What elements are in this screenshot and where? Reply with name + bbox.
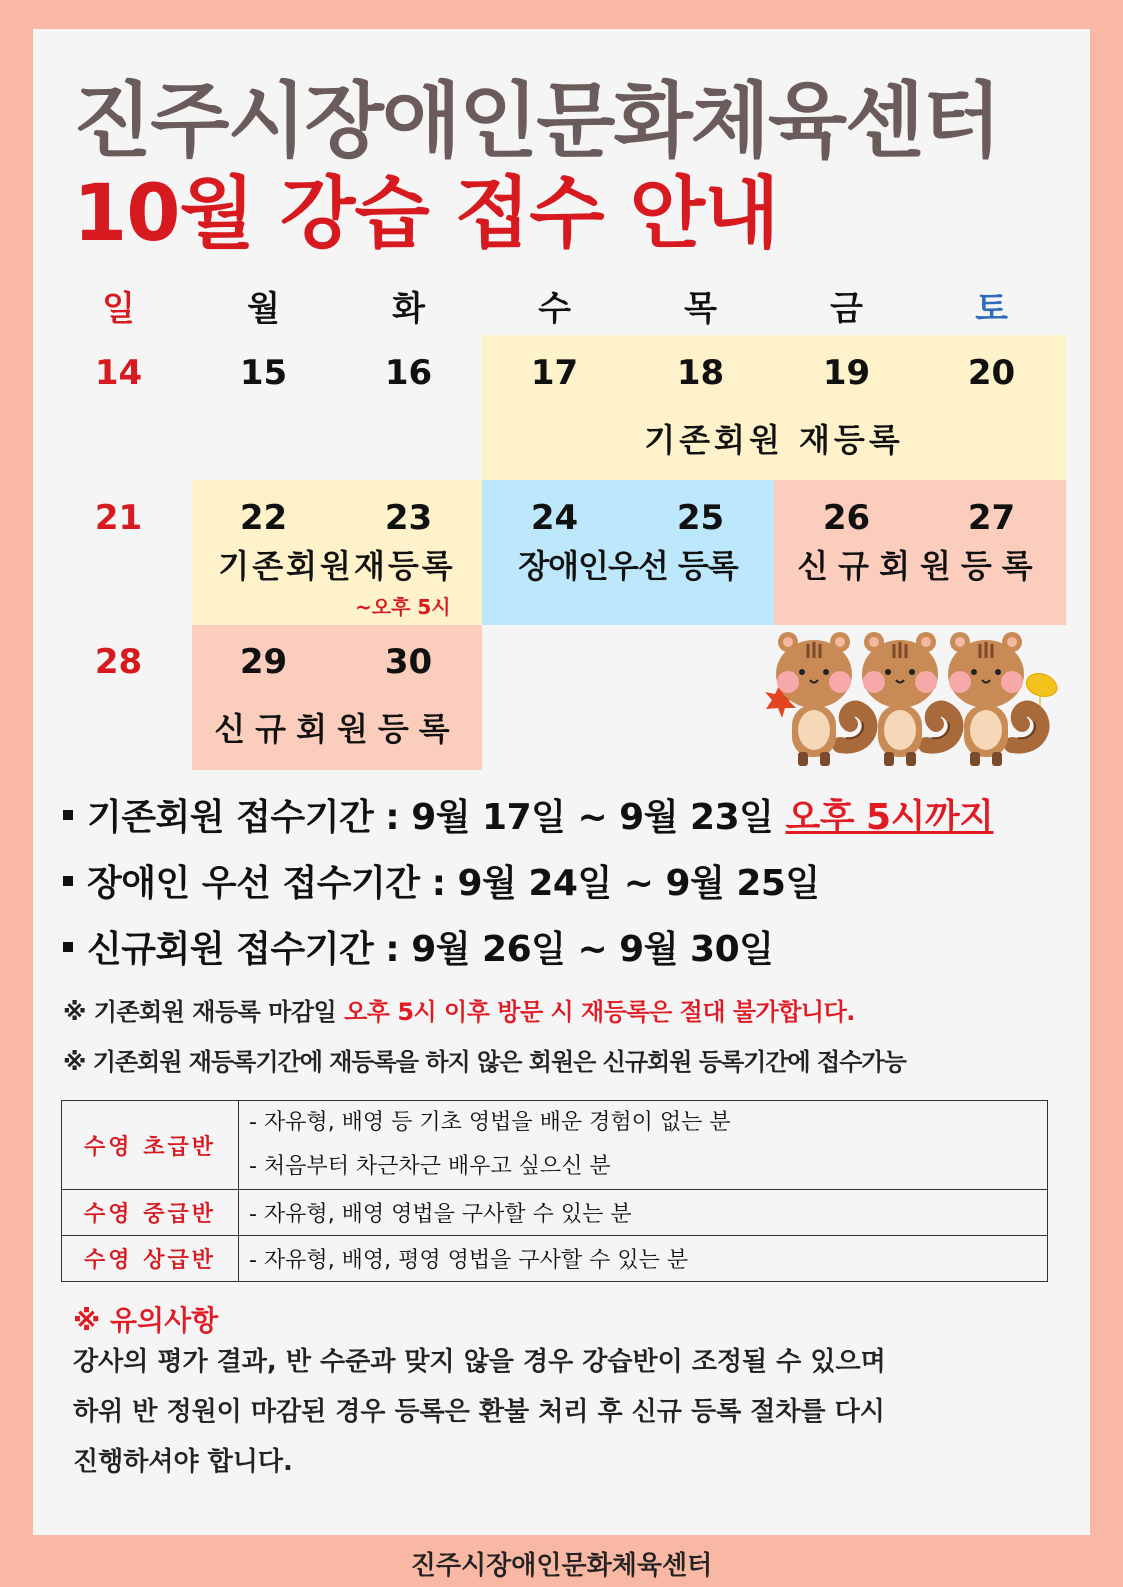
bullet-square-icon [63, 876, 73, 886]
bullet-square-icon [63, 810, 73, 820]
weekday-mon: 월 [247, 289, 280, 329]
remark-new-eligibility: ※ 기존회원 재등록기간에 재등록을 하지 않은 회원은 신규회원 등록기간에 접수가능 [63, 1048, 906, 1076]
caution-body [73, 1337, 1063, 1487]
label-priority: 장애인우선 등록 [518, 547, 738, 585]
weekday-wed: 수 [538, 289, 571, 329]
period-new-text: 신규회원 접수기간 : 9월 26일 ~ 9월 30일 [87, 929, 774, 970]
poster-panel [33, 29, 1090, 1535]
label-new-week3: 신규회원등록 [214, 710, 460, 748]
date-cell: 18 [676, 353, 725, 393]
date-cell: 20 [967, 353, 1016, 393]
period-existing-deadline: 오후 5시까지 [785, 797, 994, 838]
date-cell: 16 [384, 353, 433, 393]
date-cell: 22 [239, 498, 288, 538]
date-cell: 26 [822, 498, 871, 538]
label-new-week2: 신규회원등록 [797, 547, 1043, 585]
level-desc: - 자유형, 배영, 평영 영법을 구사할 수 있는 분 [239, 1236, 1048, 1282]
date-cell: 25 [676, 498, 725, 538]
weekday-tue: 화 [392, 289, 425, 329]
weekday-fri: 금 [830, 289, 863, 329]
period-new [63, 921, 773, 972]
level-desc-line: - 처음부터 차근차근 배우고 싶으신 분 [249, 1154, 611, 1179]
date-cell: 27 [967, 498, 1016, 538]
table-row [62, 1101, 1048, 1190]
bullet-square-icon [63, 942, 73, 952]
date-cell: 14 [94, 353, 143, 393]
weekday-sat: 토 [975, 289, 1008, 329]
weekday-thu: 목 [684, 289, 717, 329]
caution-line: 강사의 평가 결과, 반 수준과 맞지 않을 경우 강습반이 조정될 수 있으며 [73, 1347, 886, 1377]
period-existing [63, 789, 993, 840]
date-cell: 21 [94, 498, 143, 538]
remark-deadline [63, 992, 855, 1027]
period-priority [63, 855, 820, 906]
date-cell: 19 [822, 353, 871, 393]
caution-line: 진행하셔야 합니다. [73, 1447, 293, 1477]
table-row [62, 1190, 1048, 1236]
label-existing-week2: 기존회원재등록 [218, 547, 456, 585]
level-desc [239, 1101, 1048, 1190]
squirrel-illustration [758, 630, 1058, 770]
caution-heading: ※ 유의사항 [73, 1304, 219, 1337]
date-cell: 24 [530, 498, 579, 538]
label-existing-week1: 기존회원 재등록 [644, 421, 904, 459]
swim-levels-table [61, 1100, 1048, 1282]
table-row [62, 1236, 1048, 1282]
level-desc-line: - 자유형, 배영 등 기초 영법을 배운 경험이 없는 분 [249, 1110, 731, 1135]
date-cell: 28 [94, 642, 143, 682]
existing-deadline-note: ~오후 5시 [355, 595, 451, 619]
footer-org-name: 진주시장애인문화체육센터 [410, 1551, 713, 1581]
remark-deadline-text: ※ 기존회원 재등록 마감일 [63, 998, 345, 1026]
level-desc: - 자유형, 배영 영법을 구사할 수 있는 분 [239, 1190, 1048, 1236]
level-name: 수영 중급반 [62, 1190, 239, 1236]
caution-line: 하위 반 정원이 마감된 경우 등록은 환불 처리 후 신규 등록 절차를 다시 [73, 1397, 885, 1427]
org-title: 진주시장애인문화체육센터 [73, 74, 1000, 169]
date-cell: 17 [530, 353, 579, 393]
date-cell: 30 [384, 642, 433, 682]
level-name: 수영 상급반 [62, 1236, 239, 1282]
date-cell: 23 [384, 498, 433, 538]
period-priority-text: 장애인 우선 접수기간 : 9월 24일 ~ 9월 25일 [87, 863, 820, 904]
period-existing-text: 기존회원 접수기간 : 9월 17일 ~ 9월 23일 [87, 797, 786, 838]
level-name: 수영 초급반 [62, 1101, 239, 1190]
main-title: 10월 강습 접수 안내 [73, 169, 779, 259]
weekday-sun: 일 [102, 289, 135, 329]
remark-deadline-warning: 오후 5시 이후 방문 시 재등록은 절대 불가합니다. [344, 998, 855, 1026]
date-cell: 15 [239, 353, 288, 393]
date-cell: 29 [239, 642, 288, 682]
